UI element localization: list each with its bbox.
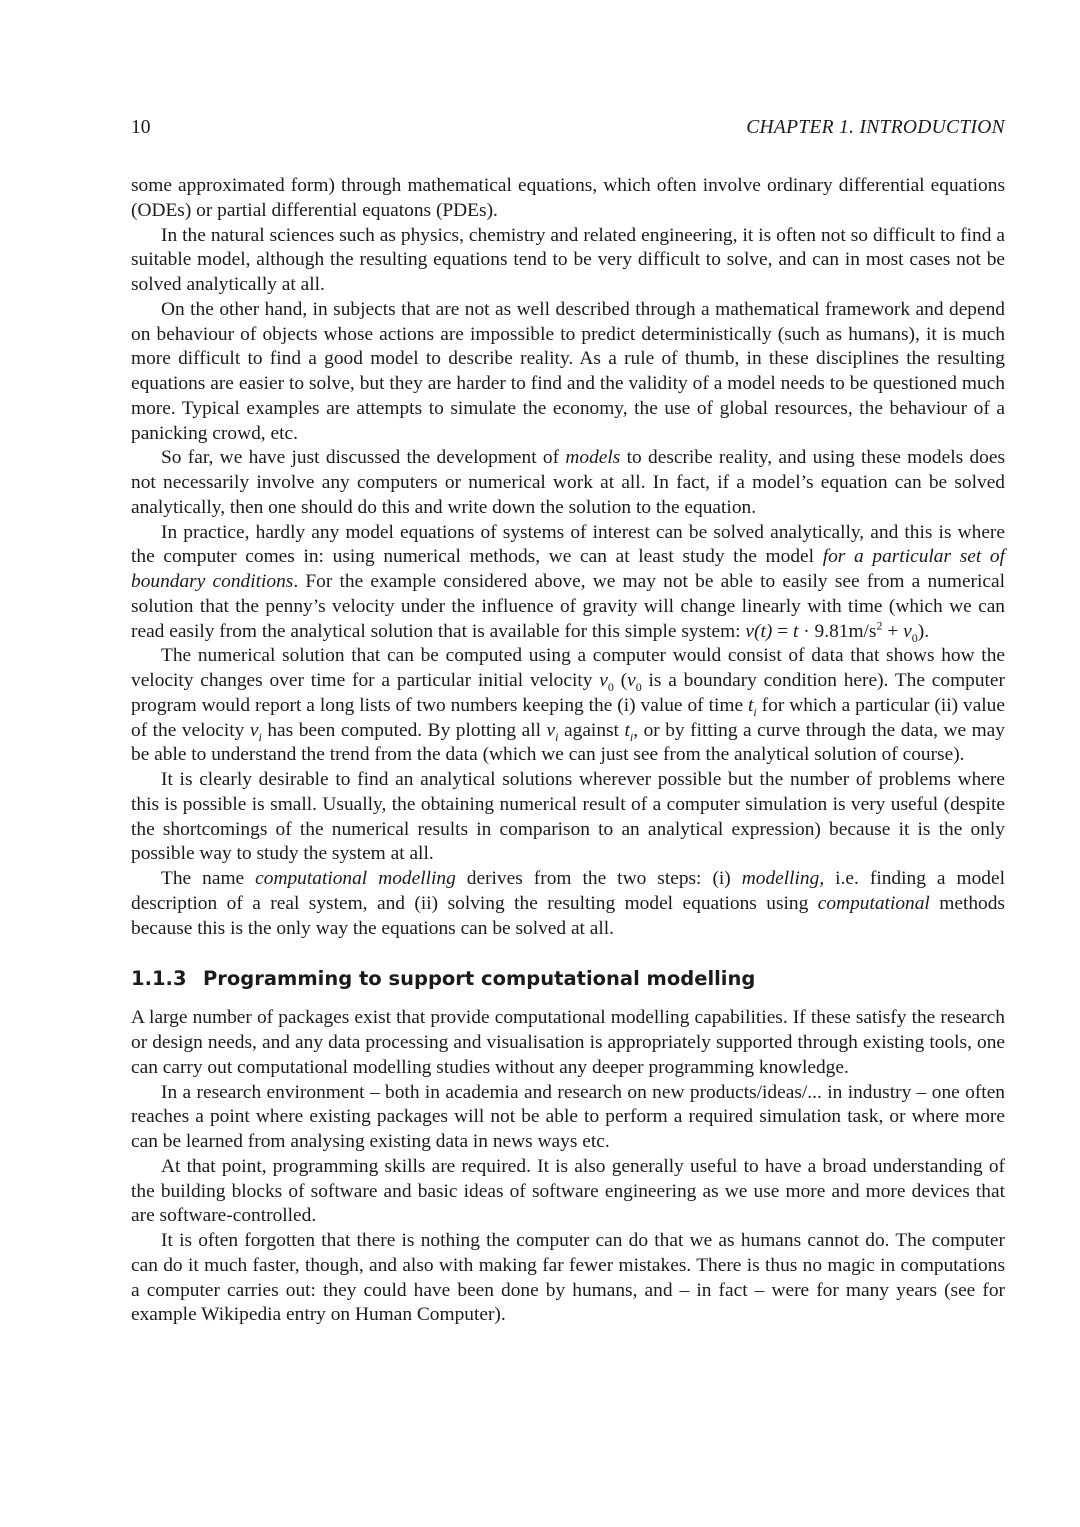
- math-text: +: [882, 620, 904, 642]
- inline-equation: [745, 618, 918, 645]
- paragraph: On the other hand, in subjects that are not as well described through a mathematical framework and depend on behaviour of objects whose actions are impossible to predict deterministically (such as humans), it is much more difficult to find a good model to describe reality. As a rule of thumb, in these disciplines the resulting equations are easier to solve, but they are harder to find and the validity of a model needs to be questioned much more. Typical examples are attempts to simulate the economy, the use of global resources, the behaviour of a panicking crowd, etc.: [131, 298, 1005, 444]
- paragraph: In the natural sciences such as physics, chemistry and related engineering, it is often not so difficult to find a suitable model, although the resulting equations tend to be very difficult to solve, and can in most cases not be solved analytically at all.: [131, 224, 1005, 295]
- page-header: [131, 117, 1005, 143]
- text-run: methods because this is the only way the equations can be solved at all.: [131, 892, 1005, 939]
- math-symbol: t: [748, 694, 754, 716]
- paragraph: At that point, programming skills are required. It is also generally useful to have a broad understanding of the building blocks of software and basic ideas of software engineering as we use more and more devices that are software-controlled.: [131, 1155, 1005, 1227]
- paragraph: [131, 644, 1005, 768]
- subscript: i: [258, 729, 262, 744]
- paragraph: [131, 521, 1005, 645]
- section-title: Programming to support computational modelling: [203, 967, 756, 991]
- text-run: has been computed. By plotting all: [261, 719, 547, 741]
- text-run: In practice, hardly any model equations of systems of interest can be solved analytically, and this is where the computer comes in: using numerical methods, we can at least study the model: [131, 521, 1005, 568]
- text-run: against: [558, 719, 625, 741]
- page-body: [131, 174, 1005, 1328]
- emphasis: for a particular set of boundary conditions: [131, 546, 1005, 592]
- paragraph: A large number of packages exist that provide computational modelling capabilities. If these satisfy the research or design needs, and any data processing and visualisation is appropriately supported through existing tools, one can carry out computational modelling studies without any deeper programming knowledge.: [131, 1007, 1005, 1078]
- math-symbol: v: [903, 620, 912, 642]
- text-run: ).: [917, 620, 930, 642]
- paragraph: It is clearly desirable to find an analytical solutions wherever possible but the number of problems where this is possible is small. Usually, the obtaining numerical result of a computer simulation is very useful (despite the shortcomings of the numerical results in comparison to an analytical expression) because it is the only possible way to study the system at all.: [131, 769, 1005, 865]
- running-head: CHAPTER 1. INTRODUCTION: [746, 117, 1005, 138]
- text-run: The numerical solution that can be computed using a computer would consist of data that shows how the velocity changes over time for a particular initial velocity: [131, 645, 1005, 691]
- paragraph: [131, 867, 1005, 941]
- text-run: to describe reality, and using these models does not necessarily involve any computers or numerical work at all. In fact, if a model’s equation can be solved analytically, then one should do this and write down the solution to the equation.: [131, 447, 1005, 518]
- emphasis: models: [565, 447, 621, 469]
- math-symbol: v(t): [745, 620, 773, 642]
- math-symbol: v: [627, 670, 636, 691]
- math-symbol: v: [599, 670, 608, 691]
- text-run: The name: [161, 868, 256, 889]
- subscript: i: [753, 704, 757, 719]
- text-run: , i.e. finding a model description of a real system, and (ii) solving the resulting model equations using: [131, 868, 1005, 914]
- math-text: =: [772, 620, 793, 642]
- math-symbol: v: [546, 719, 556, 741]
- math-symbol: t: [792, 620, 799, 642]
- subscript: i: [555, 729, 559, 744]
- section-number: 1.1.3: [131, 967, 187, 991]
- math-symbol: t: [624, 719, 630, 741]
- paragraph: It is often forgotten that there is nothing the computer can do that we as humans cannot do. The computer can do it much faster, though, and also with making far fewer mistakes. There is thus no magic in computations a computer carries out: they could have been done by humans, and – in fact – were for many years (see for example Wikipedia entry on Human Computer).: [131, 1230, 1005, 1326]
- subscript: 0: [635, 679, 642, 694]
- math-symbol: v: [249, 719, 259, 741]
- text-run: So far, we have just discussed the development of: [161, 447, 566, 469]
- paragraph: [131, 446, 1005, 520]
- emphasis: computational: [817, 892, 930, 914]
- math-text: · 9.81m/s: [798, 620, 877, 642]
- paragraph: some approximated form) through mathematical equations, which often involve ordinary differential equations (ODEs) or partial differential equatons (PDEs).: [131, 175, 1005, 221]
- emphasis: computational modelling: [255, 868, 456, 889]
- text-run: derives from the two steps: (i): [455, 868, 742, 889]
- subscript: 0: [911, 630, 918, 645]
- subscript: i: [629, 729, 634, 744]
- subscript: 0: [607, 679, 614, 694]
- page-number: 10: [131, 117, 151, 138]
- paragraph: In a research environment – both in academia and research on new products/ideas/... in industry – one often reaches a point where existing packages will not be able to perform a required simulation task, or where more can be learned from analysing existing data in news ways etc.: [131, 1081, 1005, 1152]
- text-run: (: [613, 670, 628, 691]
- section-heading: [131, 966, 1005, 992]
- text-run: is a boundary condition here). The computer program would report a long lists of two numbers keeping the (i) value of time: [131, 670, 1005, 716]
- superscript: 2: [876, 618, 883, 633]
- text-run: , or by fitting a curve through the data, we may be able to understand the trend from the data (which we can just see from the analytical solution of course).: [131, 719, 1005, 766]
- text-run: for which a particular (ii) value of the velocity: [131, 694, 1005, 741]
- emphasis: modelling: [741, 868, 820, 889]
- text-run: . For the example considered above, we may not be able to easily see from a numerical solution that the penny’s velocity under the influence of gravity will change linearly with time (which we can read easily from the analytical solution that is available for this simple system:: [131, 571, 1005, 642]
